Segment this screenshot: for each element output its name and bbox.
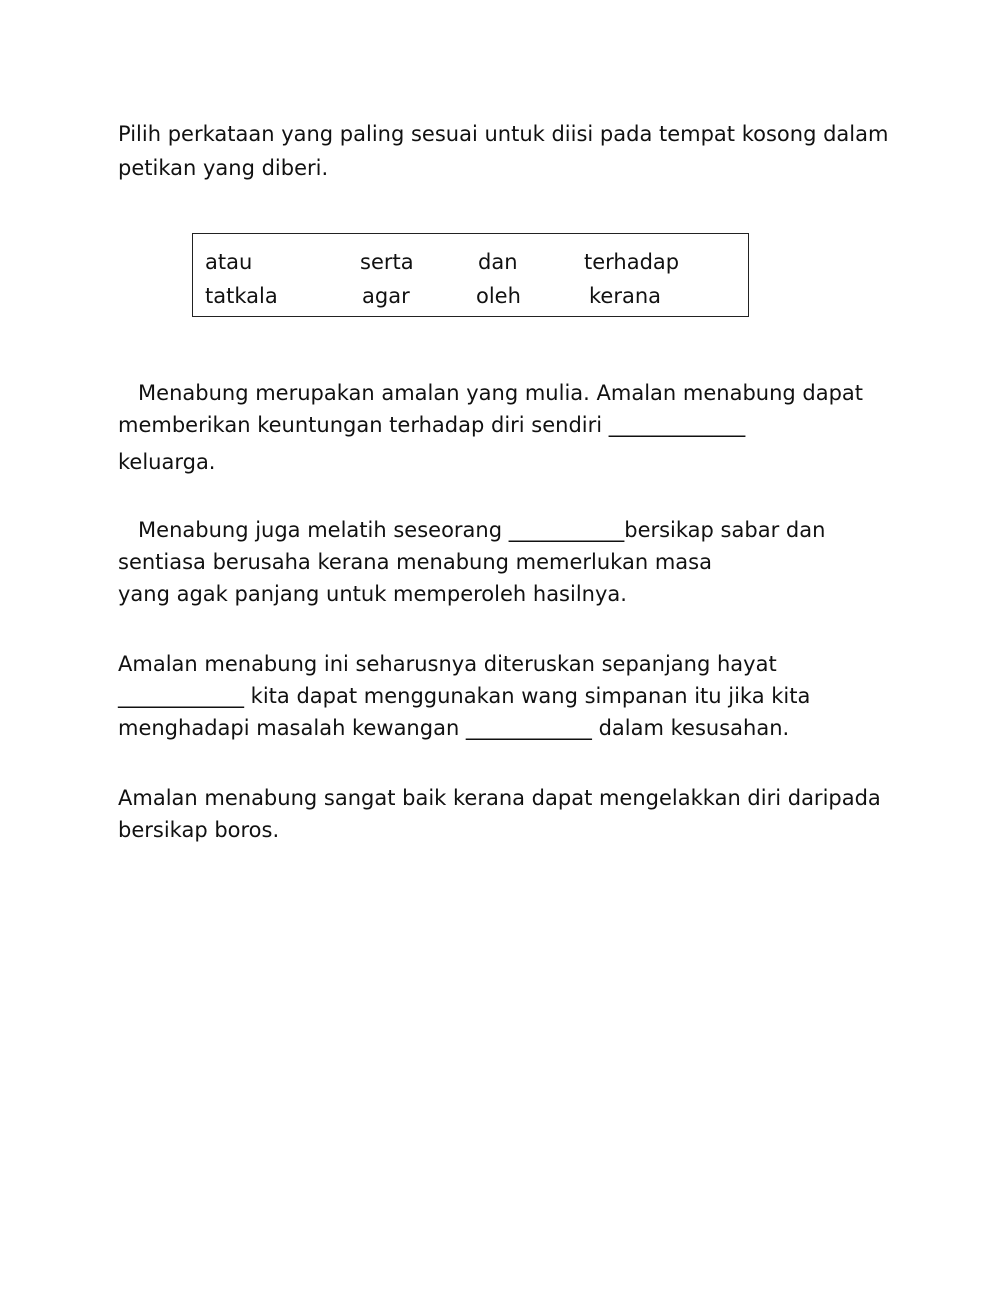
paragraph-4-line-2: bersikap boros. [118, 818, 280, 842]
paragraph-1-line-3: keluarga. [118, 450, 216, 474]
paragraph-1-line-1: Menabung merupakan amalan yang mulia. Amalan menabung dapat [118, 381, 864, 405]
word-bank-item: serta [360, 250, 414, 274]
word-bank-item: dan [478, 250, 518, 274]
instruction-line-2: petikan yang diberi. [118, 156, 329, 180]
word-bank-item: kerana [589, 284, 662, 308]
paragraph-3-line-1: Amalan menabung ini seharusnya diteruskan sepanjang hayat [118, 652, 777, 676]
word-bank-item: terhadap [584, 250, 680, 274]
paragraph-2-line-1: Menabung juga melatih seseorang ___________bersikap sabar dan [118, 518, 826, 542]
paragraph-4-line-1: Amalan menabung sangat baik kerana dapat mengelakkan diri daripada [118, 786, 881, 810]
paragraph-2-line-3: yang agak panjang untuk memperoleh hasilnya. [118, 582, 627, 606]
word-bank-item: tatkala [205, 284, 278, 308]
paragraph-1-line-2: memberikan keuntungan terhadap diri sendiri _____________ [118, 413, 746, 437]
word-bank-box [192, 233, 749, 317]
paragraph-2-line-2: sentiasa berusaha kerana menabung memerlukan masa [118, 550, 712, 574]
word-bank-item: agar [362, 284, 410, 308]
paragraph-3-line-2: ____________ kita dapat menggunakan wang simpanan itu jika kita [118, 684, 811, 708]
word-bank-item: atau [205, 250, 253, 274]
word-bank-item: oleh [476, 284, 521, 308]
instruction-line-1: Pilih perkataan yang paling sesuai untuk diisi pada tempat kosong dalam [118, 122, 889, 146]
paragraph-3-line-3: menghadapi masalah kewangan ____________ dalam kesusahan. [118, 716, 790, 740]
